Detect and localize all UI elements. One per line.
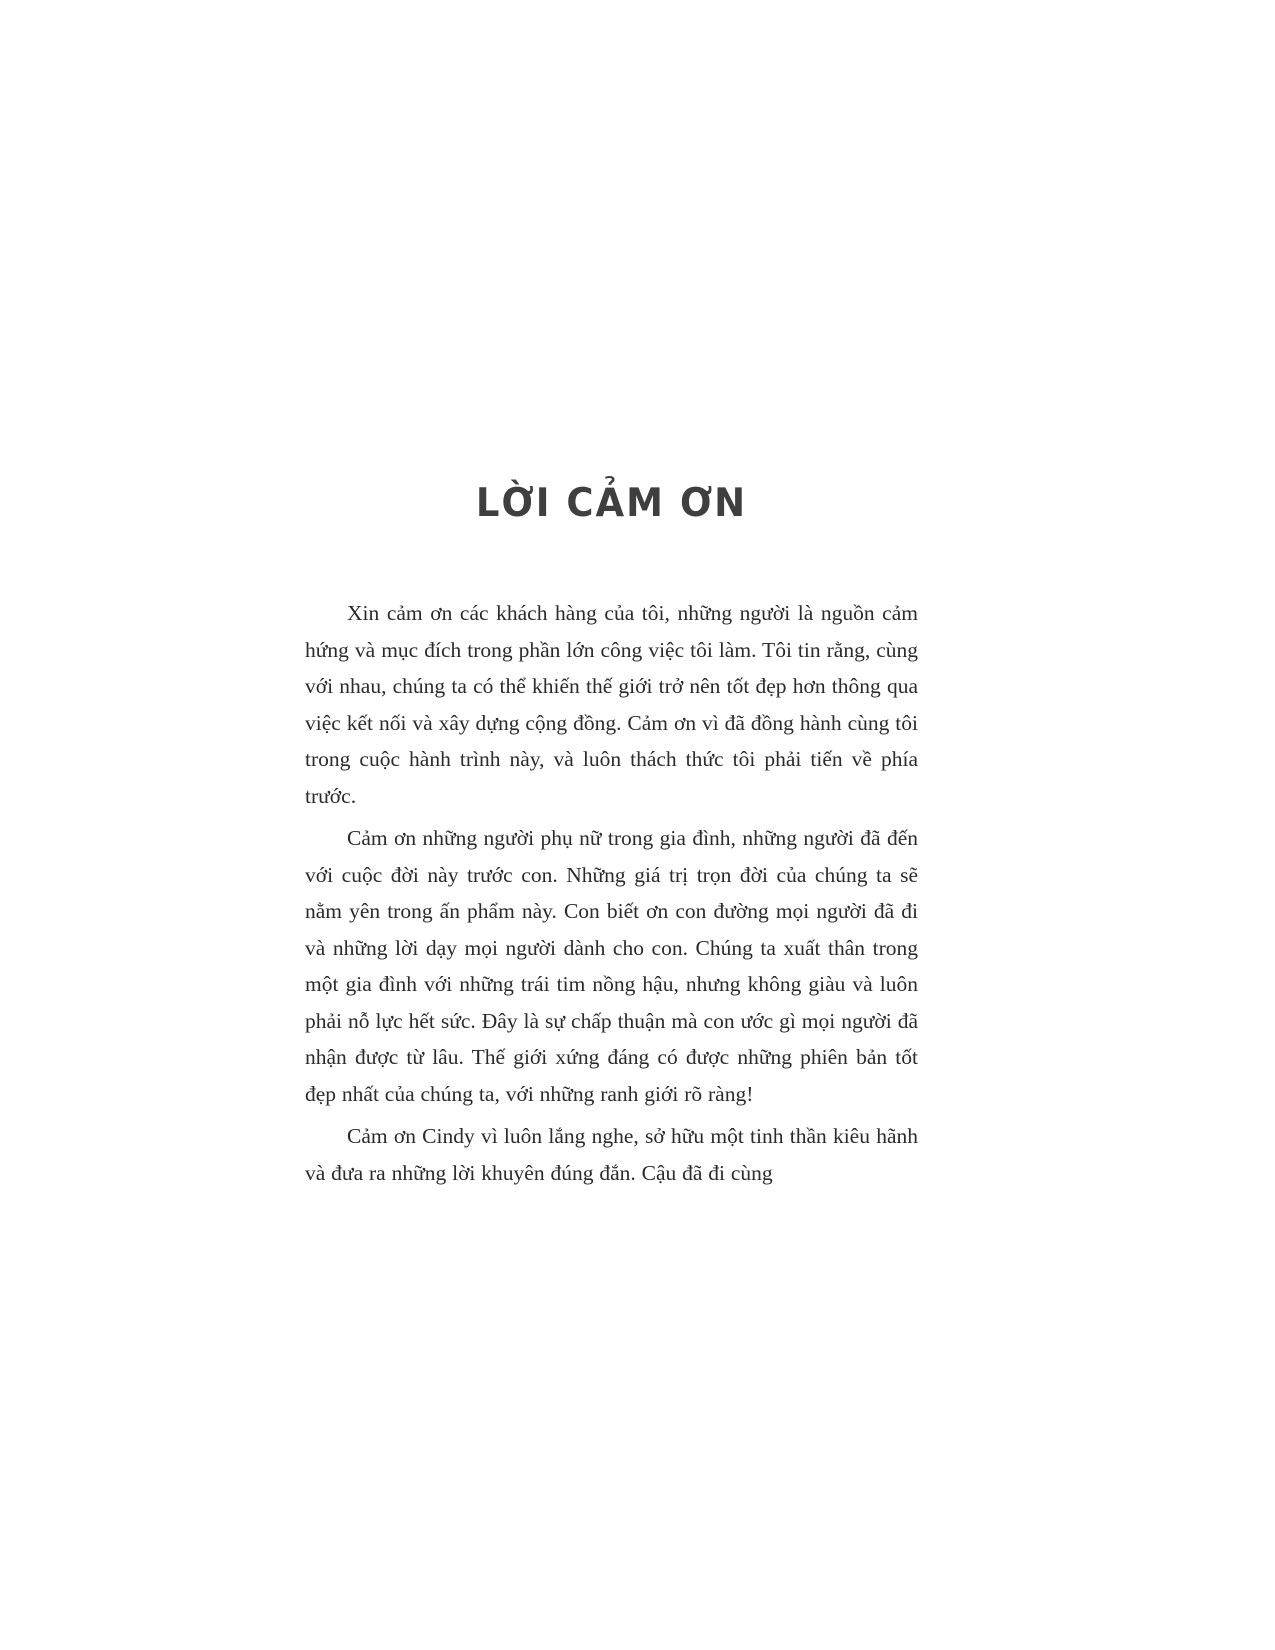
paragraph: Cảm ơn Cindy vì luôn lắng nghe, sở hữu một tinh thần kiêu hãnh và đưa ra những lời khuyên đúng đắn. Cậu đã đi cùng [305, 1124, 918, 1185]
paragraph: Cảm ơn những người phụ nữ trong gia đình, những người đã đến với cuộc đời này trước con. Những giá trị trọn đời của chúng ta sẽ nằm yên trong ấn phẩm này. Con biết ơn con đường mọi người đã đi và những lời dạy mọi người dành cho con. Chúng ta xuất thân trong một gia đình với những trái tim nồng hậu, nhưng không giàu và luôn phải nỗ lực hết sức. Đây là sự chấp thuận mà con ước gì mọi người đã nhận được từ lâu. Thế giới xứng đáng có được những phiên bản tốt đẹp nhất của chúng ta, với những ranh giới rõ ràng! [305, 826, 918, 1106]
body-text [305, 595, 918, 1191]
page-title: LỜI CẢM ƠN [475, 480, 748, 526]
paragraph: Xin cảm ơn các khách hàng của tôi, những người là nguồn cảm hứng và mục đích trong phần lớn công việc tôi làm. Tôi tin rằng, cùng với nhau, chúng ta có thể khiến thế giới trở nên tốt đẹp hơn thông qua việc kết nối và xây dựng cộng đồng. Cảm ơn vì đã đồng hành cùng tôi trong cuộc hành trình này, và luôn thách thức tôi phải tiến về phía trước. [305, 601, 918, 808]
page-content [305, 480, 918, 1191]
